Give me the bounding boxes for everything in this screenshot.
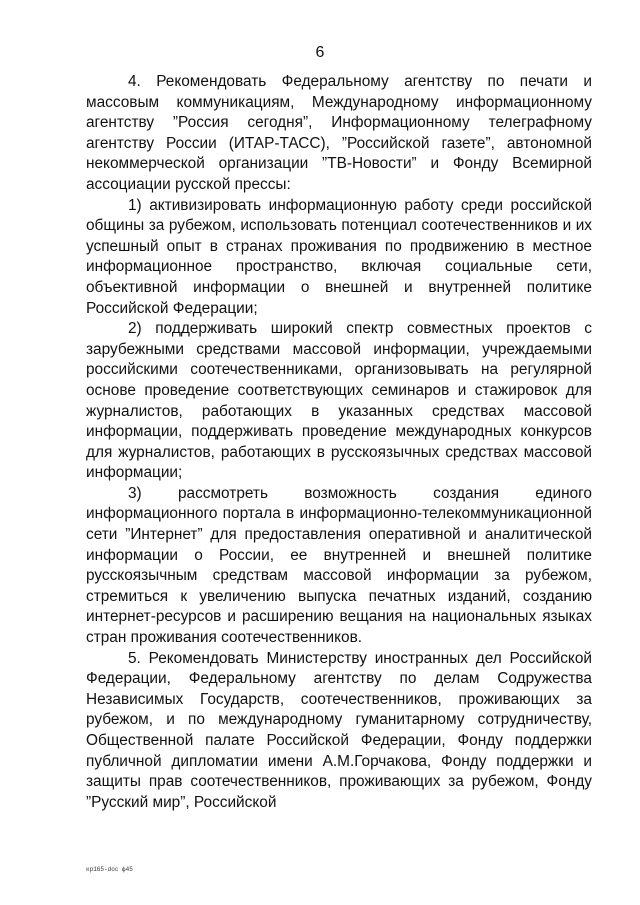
paragraph-subitem-1: 1) активизировать информационную работу среди российской общины за рубежом, использовать потенциал соотечественников и их успешный опыт в странах проживания по продвижению в местное информационное пространство, включая социальные сети, объективной информации о внешней и внутренней политике Российской Федерации; — [86, 196, 592, 317]
paragraph-item-5: 5. Рекомендовать Министерству иностранных дел Российской Федерации, Федеральному агентству по делам Содружества Независимых Государств, соотечественников, проживающих за рубежом, и по международному гуманитарному сотрудничеству, Общественной палате Российской Федерации, Фонду поддержки публичной дипломатии имени А.М.Горчакова, Фонду поддержки и защиты прав соотечественников, проживающих за рубежом, Фонду ”Русский мир”, Российской — [86, 649, 592, 811]
paragraph-subitem-3: 3) рассмотреть возможность создания единого информационного портала в информационно-телекоммуникационной сети ”Интернет” для предоставления оперативной и аналитической информации о России, ее внутренней и внешней политике русскоязычным средствам массовой информации за рубежом, стремиться к увеличению выпуска печатных изданий, созданию интернет-ресурсов и расширению вещания на национальных языках стран проживания соотечественников. — [86, 484, 592, 647]
page-number: 6 — [315, 44, 325, 61]
paragraph-item-4: 4. Рекомендовать Федеральному агентству по печати и массовым коммуникациям, Международному информационному агентству ”Россия сегодня”, Информационному телеграфному агентству России (ИТАР-ТАСС), ”Российской газете”, автономной некоммерческой организации ”ТВ-Новости” и Фонду Всемирной ассоциации русской прессы: — [86, 73, 592, 193]
footer-document-code: кр165-doc ф45 — [86, 866, 133, 873]
document-body — [86, 72, 592, 813]
paragraph-subitem-2: 2) поддерживать широкий спектр совместных проектов с зарубежными средствами массовой информации, учреждаемыми российскими соотечественниками, организовывать на регулярной основе проведение соответствующих семинаров и стажировок для журналистов, работающих в указанных средствах массовой информации, поддерживать проведение международных конкурсов для журналистов, работающих в русскоязычных средствах массовой информации; — [86, 320, 592, 482]
